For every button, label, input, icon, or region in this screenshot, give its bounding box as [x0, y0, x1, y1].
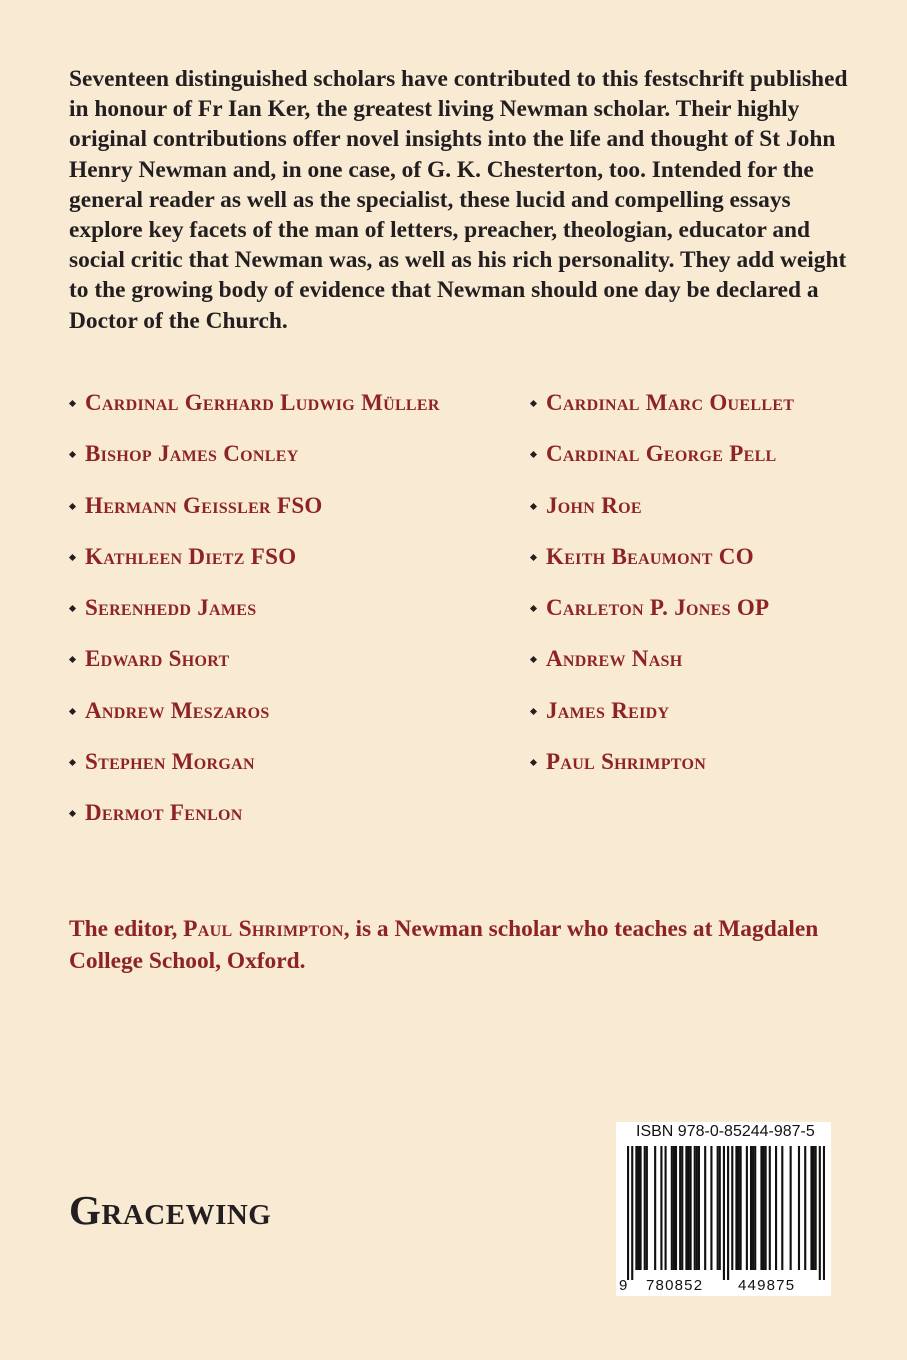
contributor-name: Carleton P. Jones OP [546, 595, 770, 621]
diamond-bullet-icon [69, 605, 76, 612]
contributor-name: Dermot Fenlon [85, 800, 243, 826]
contributor-item [530, 390, 794, 441]
isbn-label: ISBN 978-0-85244-987-5 [636, 1123, 815, 1140]
barcode-bar [760, 1146, 762, 1270]
contributor-name: Bishop James Conley [85, 441, 299, 467]
barcode-bar [723, 1146, 725, 1280]
diamond-bullet-icon [69, 708, 76, 715]
editor-name: Paul Shrimpton [183, 916, 344, 942]
contributor-name: Edward Short [85, 646, 230, 672]
contributor-item [530, 698, 794, 749]
diamond-bullet-icon [69, 503, 76, 510]
barcode-bar [815, 1146, 817, 1270]
diamond-bullet-icon [69, 400, 76, 407]
barcode-bar [646, 1146, 648, 1270]
contributor-name: Serenhedd James [85, 595, 257, 621]
barcode-bar [737, 1146, 739, 1270]
barcode-bar [635, 1146, 637, 1270]
barcode-bar [673, 1146, 675, 1270]
barcode-bar [710, 1146, 712, 1270]
contributor-item [530, 749, 794, 800]
barcode-bar [665, 1146, 667, 1270]
contributor-name: John Roe [546, 492, 642, 518]
diamond-bullet-icon [69, 810, 76, 817]
contributor-name: Keith Beaumont CO [546, 543, 754, 569]
barcode-digit-lead: 9 [619, 1277, 628, 1294]
barcode-bar [660, 1146, 662, 1270]
barcode-bar [719, 1146, 721, 1270]
barcode-bar [754, 1146, 756, 1270]
contributor-name: Andrew Meszaros [85, 697, 270, 723]
editor-note [69, 913, 859, 977]
contributor-name: James Reidy [546, 697, 670, 723]
contributor-item [530, 646, 794, 697]
barcode-bar [804, 1146, 806, 1270]
barcode-bar [775, 1146, 777, 1270]
barcode-bars [627, 1146, 825, 1280]
diamond-bullet-icon [69, 656, 76, 663]
barcode-digits-right: 449875 [738, 1277, 796, 1294]
barcode-bar [679, 1146, 681, 1270]
barcode-bar [654, 1146, 656, 1270]
diamond-bullet-icon [530, 503, 537, 510]
contributor-item [530, 441, 794, 492]
contributor-name: Cardinal Gerhard Ludwig Müller [85, 390, 440, 415]
contributor-name: Cardinal George Pell [546, 441, 777, 467]
barcode-bar [765, 1146, 767, 1270]
diamond-bullet-icon [530, 451, 537, 458]
diamond-bullet-icon [530, 605, 537, 612]
contributors-list-right [530, 390, 794, 800]
barcode-bar [823, 1146, 825, 1280]
barcode-bar [687, 1146, 689, 1270]
contributor-item [69, 749, 440, 800]
contributor-item [69, 544, 440, 595]
contributor-item [69, 646, 440, 697]
barcode-bar [671, 1146, 673, 1270]
barcode-bar [752, 1146, 754, 1270]
barcode-bar [740, 1146, 742, 1270]
diamond-bullet-icon [69, 451, 76, 458]
barcode-bar [717, 1146, 719, 1270]
barcode-bar [731, 1146, 733, 1270]
barcode-bar [696, 1146, 698, 1270]
barcode-bar [746, 1146, 748, 1270]
contributor-item [69, 390, 440, 441]
barcode-bar [640, 1146, 642, 1270]
contributor-item [69, 698, 440, 749]
contributor-name: Cardinal Marc Ouellet [546, 390, 795, 415]
barcode-digits-left: 780852 [646, 1277, 704, 1294]
editor-note-suffix: , is a Newman scholar who teaches at Magdalen College School, Oxford. [69, 916, 819, 974]
barcode-bar [690, 1146, 692, 1270]
isbn-barcode [616, 1122, 831, 1296]
contributors-list-left [69, 390, 440, 852]
diamond-bullet-icon [530, 759, 537, 766]
diamond-bullet-icon [530, 708, 537, 715]
contributor-item [69, 595, 440, 646]
barcode-bar [769, 1146, 771, 1270]
contributor-name: Stephen Morgan [85, 749, 255, 775]
contributor-name: Kathleen Dietz FSO [85, 543, 297, 569]
barcode-bar [819, 1146, 821, 1280]
barcode-bar [735, 1146, 737, 1270]
contributor-item [69, 493, 440, 544]
barcode-bar [781, 1146, 783, 1270]
barcode-bar [637, 1146, 639, 1270]
diamond-bullet-icon [69, 554, 76, 561]
barcode-bar [685, 1146, 687, 1270]
diamond-bullet-icon [530, 656, 537, 663]
barcode-bar [631, 1146, 633, 1280]
contributor-name: Andrew Nash [546, 646, 683, 672]
contributor-item [530, 595, 794, 646]
diamond-bullet-icon [530, 400, 537, 407]
diamond-bullet-icon [530, 554, 537, 561]
barcode-bar [627, 1146, 629, 1280]
barcode-bar [762, 1146, 764, 1270]
contributor-item [69, 800, 440, 851]
barcode-bar [698, 1146, 700, 1270]
barcode-bar [810, 1146, 812, 1270]
publisher-logo: Gracewing [69, 1187, 272, 1233]
barcode-bar [727, 1146, 729, 1280]
contributor-name: Paul Shrimpton [546, 749, 707, 775]
barcode-bar [750, 1146, 752, 1270]
barcode-bar [798, 1146, 800, 1270]
barcode-bar [812, 1146, 814, 1270]
barcode-bar [644, 1146, 646, 1270]
contributor-item [530, 493, 794, 544]
barcode-bar [681, 1146, 683, 1270]
barcode-bar [675, 1146, 677, 1270]
diamond-bullet-icon [69, 759, 76, 766]
contributor-item [69, 441, 440, 492]
book-blurb: Seventeen distinguished scholars have contributed to this festschrift published in honour of Fr Ian Ker, the greatest living Newman scholar. Their highly original contributions offer novel insights into the life and thought of St John Henry Newman and, in one case, of G. K. Chesterton, too. Intended for the general reader as well as the specialist, these lucid and compelling essays explore key facets of the man of letters, preacher, theologian, educator and social critic that Newman was, as well as his rich personality. They add weight to the growing body of evidence that Newman should one day be declared a Doctor of the Church. [69, 66, 848, 334]
barcode-bar [694, 1146, 696, 1270]
barcode-bar [704, 1146, 706, 1270]
contributor-name: Hermann Geissler FSO [85, 492, 323, 518]
barcode-bar [790, 1146, 792, 1270]
editor-note-prefix: The editor, [69, 916, 184, 942]
contributor-item [530, 544, 794, 595]
